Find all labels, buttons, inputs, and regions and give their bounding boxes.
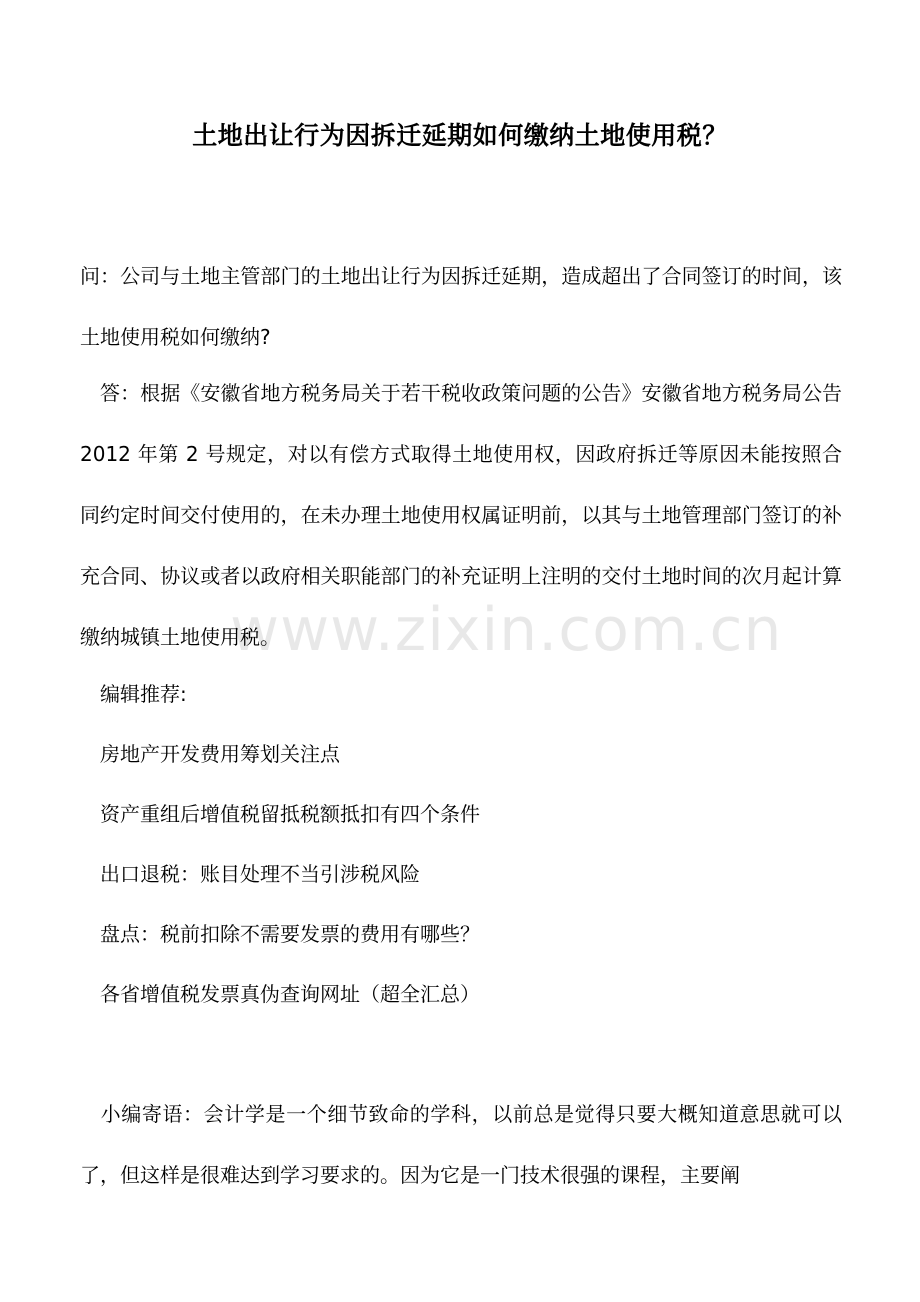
recommendation-link[interactable]: 盘点：税前扣除不需要发票的费用有哪些？ xyxy=(100,922,480,946)
recommend-label-text: 编辑推荐: xyxy=(100,682,187,706)
recommendation-link[interactable]: 出口退税：账目处理不当引涉税风险 xyxy=(100,862,420,886)
recommendation-list xyxy=(80,724,842,1024)
answer-paragraph xyxy=(80,363,842,668)
closing-text: 小编寄语：会计学是一个细节致命的学科，以前总是觉得只要大概知道意思就可以了，但这样是很难达到学习要求的。因为它是一门技术很强的课程，主要阐 xyxy=(80,1102,842,1187)
recommendation-link[interactable]: 房地产开发费用筹划关注点 xyxy=(100,742,340,766)
watermark: www.zixin.com.cn xyxy=(230,595,783,665)
recommendation-link[interactable]: 各省增值税发票真伪查询网址（超全汇总） xyxy=(100,982,480,1006)
question-paragraph: 问：公司与土地主管部门的土地出让行为因拆迁延期，造成超出了合同签订的时间，该土地使用税如何缴纳? xyxy=(80,264,842,349)
recommendation-link[interactable]: 资产重组后增值税留抵税额抵扣有四个条件 xyxy=(100,802,480,826)
answer-text: 答：根据《安徽省地方税务局关于若干税收政策问题的公告》安徽省地方税务局公告 2012 年第 2 号规定，对以有偿方式取得土地使用权，因政府拆迁等原因未能按照合同约定时间交付使用的，在未办理土地使用权属证明前，以其与土地管理部门签订的补充合同、协议或者以政府相关职能部门的补充证明上注明的交付土地时间的次月起计算缴纳城镇土地使用税。 xyxy=(80,381,842,649)
recommend-label xyxy=(80,664,842,725)
document-title: 土地出让行为因拆迁延期如何缴纳土地使用税？ xyxy=(192,121,728,150)
closing-paragraph xyxy=(80,1084,842,1206)
